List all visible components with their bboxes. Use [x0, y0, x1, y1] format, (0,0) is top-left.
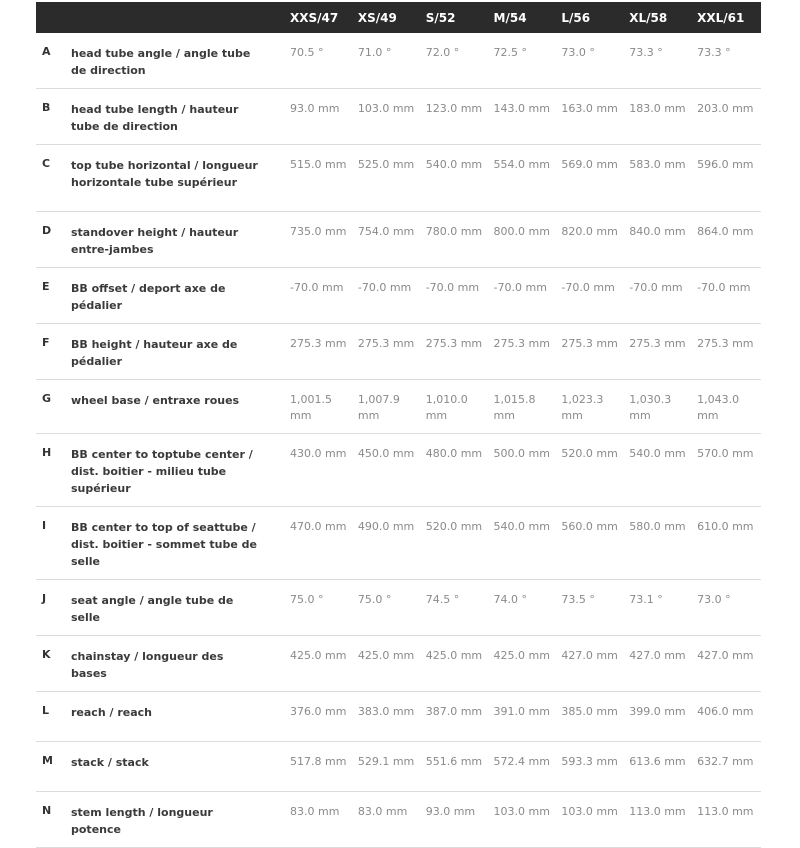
row-value-cell: 540.0 mm	[629, 447, 686, 460]
row-value-cell: 74.5 °	[425, 593, 460, 606]
row-measure-name: BB height / hauteur axe de pédalier	[71, 338, 238, 368]
row-value-cell: 735.0 mm	[290, 225, 347, 238]
row-value-cell: 480.0 mm	[425, 447, 483, 460]
row-value-cell: 427.0 mm	[697, 649, 754, 662]
row-value-cell: 430.0 mm	[290, 447, 347, 460]
row-letter: G	[42, 392, 52, 405]
row-value-cell: 73.1 °	[629, 593, 663, 606]
row-value-cell: 525.0 mm	[357, 158, 415, 171]
row-value-cell: 580.0 mm	[629, 520, 686, 533]
row-value-cell: 113.0 mm	[629, 805, 686, 818]
row-value-cell: 75.0 °	[290, 593, 324, 606]
row-value-cell: 1,023.3 mm	[561, 393, 604, 422]
row-measure-name: BB offset / deport axe de pédalier	[71, 282, 226, 312]
row-value-cell: 517.8 mm	[290, 755, 347, 768]
row-value-cell: 500.0 mm	[493, 447, 550, 460]
header-size-xl: XL/58	[629, 10, 668, 25]
row-value-cell: 780.0 mm	[425, 225, 483, 238]
row-letter: N	[42, 804, 52, 817]
row-value-cell: 1,043.0 mm	[697, 393, 740, 422]
row-value-cell: 593.3 mm	[561, 755, 618, 768]
header-size-xxs: XXS/47	[290, 10, 339, 25]
row-value-cell: 275.3 mm	[425, 337, 483, 350]
row-value-cell: 1,001.5 mm	[290, 393, 333, 422]
row-value-cell: 540.0 mm	[493, 520, 550, 533]
row-value-cell: 540.0 mm	[425, 158, 483, 171]
row-value-cell: 103.0 mm	[357, 102, 415, 115]
header-size-xs: XS/49	[357, 10, 397, 25]
row-value-cell: 425.0 mm	[425, 649, 483, 662]
row-value-cell: 73.3 °	[629, 46, 663, 59]
row-measure-name: standover height / hauteur entre-jambes	[71, 226, 239, 256]
row-value-cell: 73.0 °	[697, 593, 731, 606]
row-value-cell: 74.0 °	[493, 593, 528, 606]
row-measure-name: reach / reach	[71, 706, 152, 719]
row-letter: H	[42, 446, 52, 459]
row-value-cell: 1,030.3 mm	[629, 393, 672, 422]
row-value-cell: 864.0 mm	[697, 225, 754, 238]
geometry-table	[36, 2, 761, 848]
row-value-cell: 399.0 mm	[629, 705, 686, 718]
table-row	[36, 434, 761, 507]
row-value-cell: 425.0 mm	[290, 649, 347, 662]
row-value-cell: 427.0 mm	[561, 649, 618, 662]
row-value-cell: 427.0 mm	[629, 649, 686, 662]
row-value-cell: 596.0 mm	[697, 158, 754, 171]
table-row	[36, 507, 761, 580]
row-value-cell: 113.0 mm	[697, 805, 754, 818]
row-value-cell: 406.0 mm	[697, 705, 754, 718]
row-value-cell: 73.3 °	[697, 46, 731, 59]
row-value-cell: 554.0 mm	[493, 158, 550, 171]
row-value-cell: 820.0 mm	[561, 225, 618, 238]
row-measure-name: seat angle / angle tube de selle	[71, 594, 234, 624]
row-value-cell: 529.1 mm	[357, 755, 415, 768]
row-letter: M	[42, 754, 53, 767]
row-value-cell: 163.0 mm	[561, 102, 618, 115]
row-value-cell: 450.0 mm	[357, 447, 415, 460]
row-value-cell: 72.0 °	[425, 46, 460, 59]
header-row	[36, 2, 761, 33]
row-value-cell: 385.0 mm	[561, 705, 618, 718]
row-value-cell: 72.5 °	[493, 46, 528, 59]
row-value-cell: 71.0 °	[357, 46, 392, 59]
row-value-cell: 490.0 mm	[357, 520, 415, 533]
table-row	[36, 33, 761, 89]
row-value-cell: 275.3 mm	[629, 337, 686, 350]
row-measure-name: top tube horizontal / longueur horizontale tube supérieur	[71, 159, 258, 189]
row-measure-name: head tube length / hauteur tube de direction	[71, 103, 239, 133]
row-value-cell: 1,007.9 mm	[357, 393, 400, 422]
row-value-cell: -70.0 mm	[561, 281, 615, 294]
row-value-cell: 143.0 mm	[493, 102, 550, 115]
row-value-cell: 425.0 mm	[357, 649, 415, 662]
row-value-cell: 103.0 mm	[561, 805, 618, 818]
row-letter: L	[42, 704, 50, 717]
header-size-xxl: XXL/61	[697, 10, 745, 25]
row-value-cell: 275.3 mm	[357, 337, 415, 350]
row-value-cell: 387.0 mm	[425, 705, 483, 718]
table-row	[36, 742, 761, 792]
row-value-cell: 520.0 mm	[425, 520, 483, 533]
row-value-cell: 203.0 mm	[697, 102, 754, 115]
table-row	[36, 636, 761, 692]
row-value-cell: 754.0 mm	[357, 225, 415, 238]
row-measure-name: stack / stack	[71, 756, 149, 769]
header-corner-name	[70, 2, 286, 33]
row-measure-name: stem length / longueur potence	[71, 806, 213, 836]
row-value-cell: 425.0 mm	[493, 649, 550, 662]
header-size-m: M/54	[493, 10, 527, 25]
row-measure-name: BB center to top of seattube / dist. boitier - sommet tube de selle	[71, 521, 257, 568]
row-value-cell: 75.0 °	[357, 593, 392, 606]
row-value-cell: 800.0 mm	[493, 225, 550, 238]
header-size-l: L/56	[561, 10, 591, 25]
row-value-cell: 569.0 mm	[561, 158, 618, 171]
row-value-cell: 183.0 mm	[629, 102, 686, 115]
table-row	[36, 580, 761, 636]
row-value-cell: 93.0 mm	[290, 102, 340, 115]
row-value-cell: 632.7 mm	[697, 755, 754, 768]
row-letter: I	[42, 519, 47, 532]
row-value-cell: 275.3 mm	[290, 337, 347, 350]
row-value-cell: 470.0 mm	[290, 520, 347, 533]
header-size-s: S/52	[425, 10, 456, 25]
row-value-cell: -70.0 mm	[493, 281, 547, 294]
row-value-cell: -70.0 mm	[629, 281, 683, 294]
row-value-cell: 70.5 °	[290, 46, 324, 59]
table-row	[36, 692, 761, 742]
row-letter: J	[42, 592, 47, 605]
table-row	[36, 324, 761, 380]
row-measure-name: wheel base / entraxe roues	[71, 394, 240, 407]
header-corner	[36, 2, 70, 33]
row-value-cell: 83.0 mm	[357, 805, 408, 818]
row-value-cell: 391.0 mm	[493, 705, 550, 718]
table-row	[36, 380, 761, 434]
row-value-cell: 93.0 mm	[425, 805, 476, 818]
row-value-cell: 275.3 mm	[493, 337, 550, 350]
row-letter: K	[42, 648, 51, 661]
row-value-cell: -70.0 mm	[357, 281, 412, 294]
row-value-cell: 73.5 °	[561, 593, 595, 606]
row-value-cell: 73.0 °	[561, 46, 595, 59]
row-value-cell: 520.0 mm	[561, 447, 618, 460]
row-value-cell: 275.3 mm	[561, 337, 618, 350]
row-value-cell: 840.0 mm	[629, 225, 686, 238]
table-row	[36, 268, 761, 324]
row-value-cell: 1,010.0 mm	[425, 393, 468, 422]
row-letter: C	[42, 157, 51, 170]
table-row	[36, 212, 761, 268]
row-measure-name: BB center to toptube center / dist. boitier - milieu tube supérieur	[71, 448, 253, 495]
table-header	[36, 2, 761, 33]
row-value-cell: 613.6 mm	[629, 755, 686, 768]
row-value-cell: -70.0 mm	[290, 281, 344, 294]
row-letter: A	[42, 45, 51, 58]
row-value-cell: -70.0 mm	[697, 281, 751, 294]
row-value-cell: 123.0 mm	[425, 102, 483, 115]
row-value-cell: 275.3 mm	[697, 337, 754, 350]
row-value-cell: 551.6 mm	[425, 755, 483, 768]
row-value-cell: 610.0 mm	[697, 520, 754, 533]
row-value-cell: 583.0 mm	[629, 158, 686, 171]
row-value-cell: 383.0 mm	[357, 705, 415, 718]
row-measure-name: head tube angle / angle tube de direction	[71, 47, 251, 77]
row-value-cell: 83.0 mm	[290, 805, 340, 818]
row-value-cell: 515.0 mm	[290, 158, 347, 171]
row-value-cell: 572.4 mm	[493, 755, 550, 768]
table-row	[36, 89, 761, 145]
row-letter: F	[42, 336, 50, 349]
table-body	[36, 33, 761, 848]
table-row	[36, 145, 761, 212]
row-value-cell: -70.0 mm	[425, 281, 480, 294]
row-value-cell: 560.0 mm	[561, 520, 618, 533]
row-value-cell: 103.0 mm	[493, 805, 550, 818]
row-letter: D	[42, 224, 52, 237]
row-measure-name: chainstay / longueur des bases	[71, 650, 224, 680]
row-letter: B	[42, 101, 51, 114]
row-value-cell: 376.0 mm	[290, 705, 347, 718]
row-value-cell: 570.0 mm	[697, 447, 754, 460]
geometry-table-container	[36, 2, 761, 848]
row-value-cell: 1,015.8 mm	[493, 393, 536, 422]
row-letter: E	[42, 280, 50, 293]
